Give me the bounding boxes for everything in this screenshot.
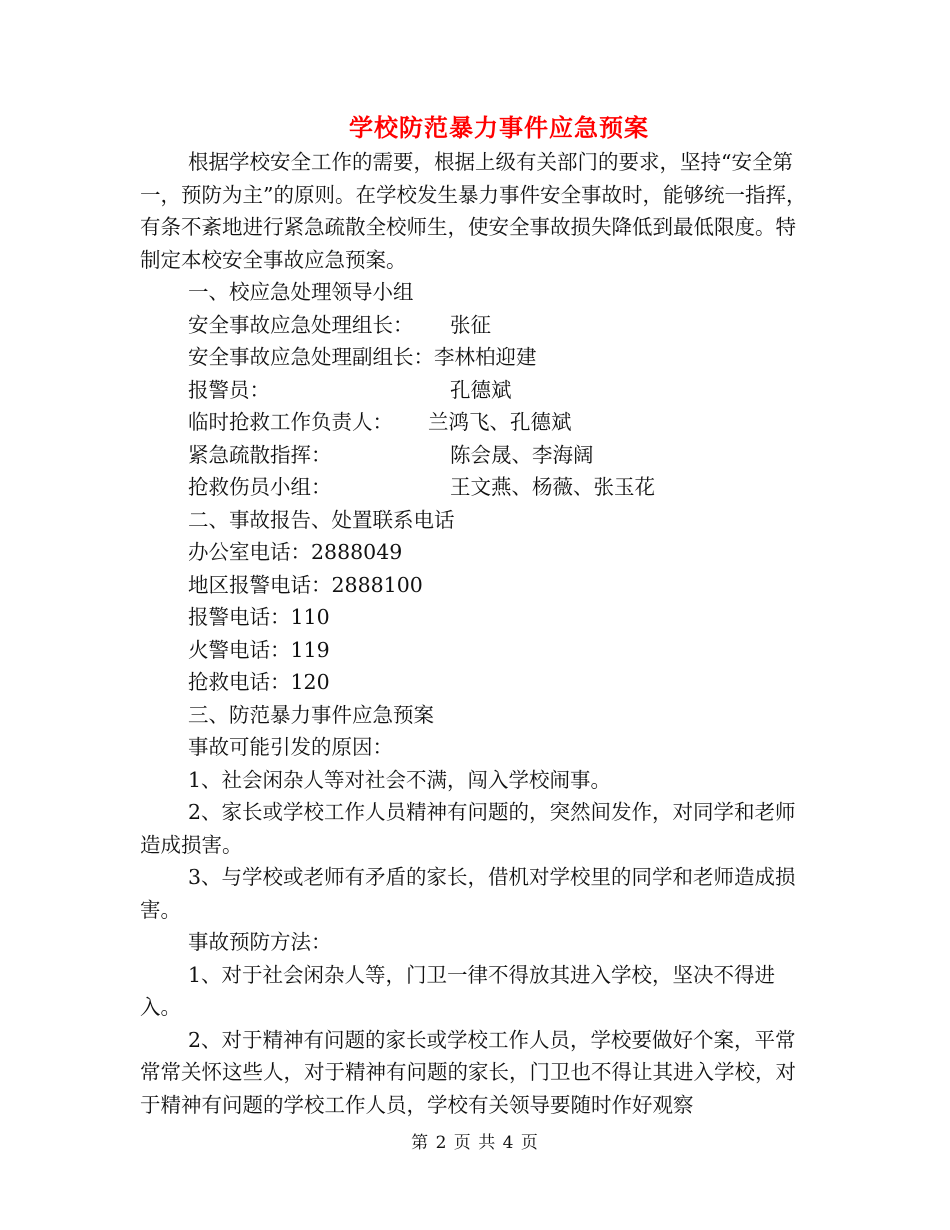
phone-line: 抢救电话：120 [188,670,330,694]
member-names: 李林柏迎建 [434,345,537,369]
section3-heading: 三、防范暴力事件应急预案 [188,702,434,727]
member-names: 兰鸿飞、孔德斌 [428,410,572,434]
member-names: 王文燕、杨薇、张玉花 [450,475,655,499]
page-footer: 第 2 页 共 4 页 [411,1133,539,1153]
phone-line: 办公室电话：2888049 [188,540,403,564]
member-row [140,439,812,472]
document-body [140,146,812,1121]
prevention-item: 2、对于精神有问题的家长或学校工作人员，学校要做好个案，平常常常关怀这些人，对于精神有问题的家长，门卫也不得让其进入学校，对于精神有问题的学校工作人员，学校有关领导要随时作好观察 [140,1027,796,1117]
intro-paragraph: 根据学校安全工作的需要，根据上级有关部门的要求，坚持“安全第一，预防为主”的原则。在学校发生暴力事件安全事故时，能够统一指挥，有条不紊地进行紧急疏散全校师生，使安全事故损失降低到最低限度。特制定本校安全事故应急预案。 [140,150,807,272]
phone-line: 地区报警电话：2888100 [188,572,423,597]
member-row [140,406,812,439]
member-names: 张征 [450,312,491,337]
member-row [140,341,812,374]
member-role: 临时抢救工作负责人： [188,410,393,434]
prevention-item: 1、对于社会闲杂人等，门卫一律不得放其进入学校，坚决不得进入。 [140,962,776,1019]
member-role: 抢救伤员小组： [188,475,332,499]
prevention-heading: 事故预防方法： [188,930,332,954]
member-row [140,374,812,407]
cause-item: 2、家长或学校工作人员精神有问题的，突然间发作，对同学和老师造成损害。 [140,800,796,857]
causes-heading: 事故可能引发的原因： [188,735,393,759]
phone-line: 报警电话：110 [188,605,330,629]
cause-item: 3、与学校或老师有矛盾的家长，借机对学校里的同学和老师造成损害。 [140,865,796,922]
member-role: 安全事故应急处理组长： [188,312,414,337]
member-names: 陈会晟、李海阔 [450,442,594,467]
cause-item: 1、社会闲杂人等对社会不满，闯入学校闹事。 [188,767,612,792]
member-role: 紧急疏散指挥： [188,442,332,467]
member-names: 孔德斌 [450,377,512,402]
member-row [140,309,812,342]
document-title: 学校防范暴力事件应急预案 [349,113,649,142]
phone-line: 火警电话：119 [188,637,330,662]
member-role: 安全事故应急处理副组长： [188,345,434,369]
member-role: 报警员： [188,377,270,402]
section1-heading: 一、校应急处理领导小组 [188,280,414,304]
section2-heading: 二、事故报告、处置联系电话 [188,507,455,532]
member-row [140,471,812,504]
